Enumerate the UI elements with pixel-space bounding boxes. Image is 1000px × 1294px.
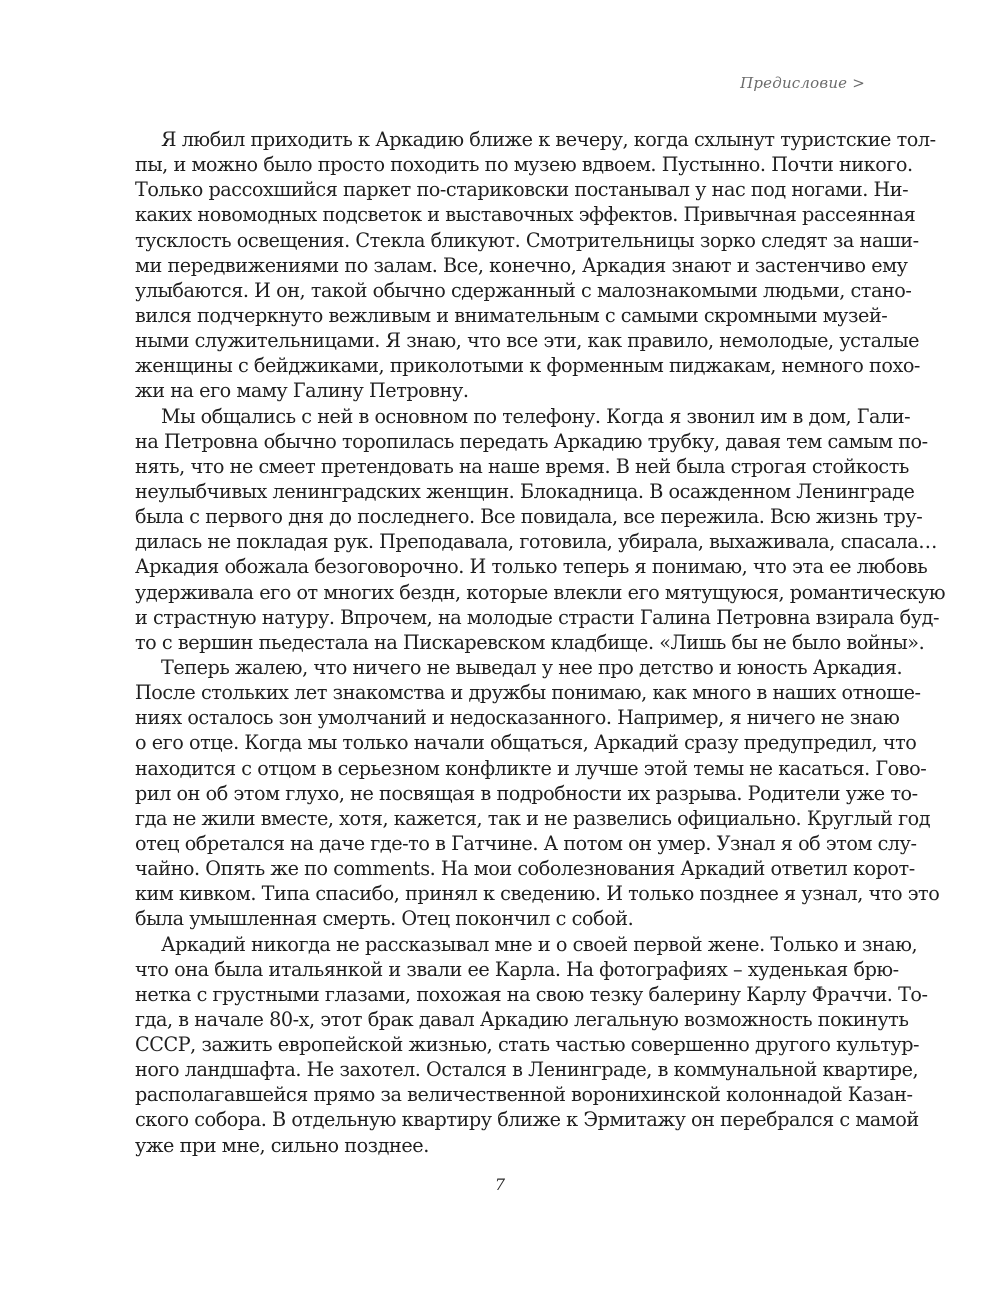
text-line: женщины с бейджиками, приколотыми к форменным пиджакам, немного похо- <box>135 354 920 378</box>
text-line: на Петровна обычно торопилась передать Аркадию трубку, давая тем самым по- <box>135 429 928 453</box>
paragraph-3 <box>135 655 940 932</box>
text-line: дилась не покладая рук. Преподавала, готовила, убирала, выхаживала, спасала… <box>135 530 937 554</box>
text-line: тусклость освещения. Стекла бликуют. Смотрительницы зорко следят за наши- <box>135 228 919 252</box>
body-text <box>135 127 946 1158</box>
text-line: удерживала его от многих бездн, которые влекли его мятущуюся, романтическую <box>135 580 946 604</box>
text-line: Теперь жалею, что ничего не выведал у нее про детство и юность Аркадия. <box>161 655 903 679</box>
text-line: пы, и можно было просто походить по музею вдвоем. Пустынно. Почти никого. <box>135 153 913 177</box>
text-line: находится с отцом в серьезном конфликте и лучше этой темы не касаться. Гово- <box>135 756 927 780</box>
text-line: что она была итальянкой и звали ее Карла. На фотографиях – худенькая брю- <box>135 957 899 981</box>
text-line: и страстную натуру. Впрочем, на молодые страсти Галина Петровна взирала буд- <box>135 605 939 629</box>
text-line: чайно. Опять же по comments. На мои соболезнования Аркадий ответил корот- <box>135 857 915 881</box>
text-line: жи на его маму Галину Петровну. <box>135 379 469 403</box>
text-line: Аркадия обожала безоговорочно. И только теперь я понимаю, что эта ее любовь <box>135 555 928 579</box>
text-line: отец обретался на даче где-то в Гатчине. А потом он умер. Узнал я об этом слу- <box>135 831 917 855</box>
text-line: ского собора. В отдельную квартиру ближе к Эрмитажу он перебрался с мамой <box>135 1108 919 1132</box>
text-line: нять, что не смеет претендовать на наше время. В ней была строгая стойкость <box>135 454 909 478</box>
text-line: Только рассохшийся паркет по-стариковски постанывал у нас под ногами. Ни- <box>135 178 909 202</box>
text-line: улыбаются. И он, такой обычно сдержанный с малознакомыми людьми, стано- <box>135 278 912 302</box>
paragraph-1 <box>135 127 936 404</box>
text-line: была умышленная смерть. Отец покончил с собой. <box>135 907 634 931</box>
text-line: гда, в начале 80-х, этот брак давал Аркадию легальную возможность покинуть <box>135 1007 909 1031</box>
text-line: о его отце. Когда мы только начали общаться, Аркадий сразу предупредил, что <box>135 731 917 755</box>
text-line: ниях осталось зон умолчаний и недосказанного. Например, я ничего не знаю <box>135 706 900 730</box>
text-line: Аркадий никогда не рассказывал мне и о своей первой жене. Только и знаю, <box>161 932 918 956</box>
text-line: рил он об этом глухо, не посвящая в подробности их разрыва. Родители уже то- <box>135 781 918 805</box>
text-line: вился подчеркнуто вежливым и внимательным с самыми скромными музей- <box>135 303 888 327</box>
text-line: ного ландшафта. Не захотел. Остался в Ленинграде, в коммунальной квартире, <box>135 1058 919 1082</box>
running-header: Предисловие > <box>740 74 865 92</box>
text-line: уже при мне, сильно позднее. <box>135 1133 429 1157</box>
text-line: СССР, зажить европейской жизнью, стать частью совершенно другого культур- <box>135 1033 920 1057</box>
text-line: каких новомодных подсветок и выставочных эффектов. Привычная рассеянная <box>135 203 916 227</box>
paragraph-2 <box>135 404 946 655</box>
paragraph-4 <box>135 932 928 1158</box>
text-line: была с первого дня до последнего. Все повидала, все пережила. Всю жизнь тру- <box>135 505 923 529</box>
text-line: ными служительницами. Я знаю, что все эти, как правило, немолодые, усталые <box>135 329 920 353</box>
text-line: ким кивком. Типа спасибо, принял к сведению. И только позднее я узнал, что это <box>135 882 940 906</box>
text-line: то с вершин пьедестала на Пискаревском кладбище. «Лишь бы не было войны». <box>135 630 925 654</box>
text-line: Мы общались с ней в основном по телефону. Когда я звонил им в дом, Гали- <box>161 404 911 428</box>
text-line: гда не жили вместе, хотя, кажется, так и не развелись официально. Круглый год <box>135 806 931 830</box>
text-line: ми передвижениями по залам. Все, конечно, Аркадия знают и застенчиво ему <box>135 253 908 277</box>
text-line: После стольких лет знакомства и дружбы понимаю, как много в наших отноше- <box>135 681 921 705</box>
text-line: располагавшейся прямо за величественной воронихинской колоннадой Казан- <box>135 1083 913 1107</box>
text-line: неулыбчивых ленинградских женщин. Блокадница. В осажденном Ленинграде <box>135 479 915 503</box>
page-number: 7 <box>494 1175 506 1194</box>
text-line: нетка с грустными глазами, похожая на свою тезку балерину Карлу Фраччи. То- <box>135 982 928 1006</box>
text-line: Я любил приходить к Аркадию ближе к вечеру, когда схлынут туристские тол- <box>161 128 936 151</box>
